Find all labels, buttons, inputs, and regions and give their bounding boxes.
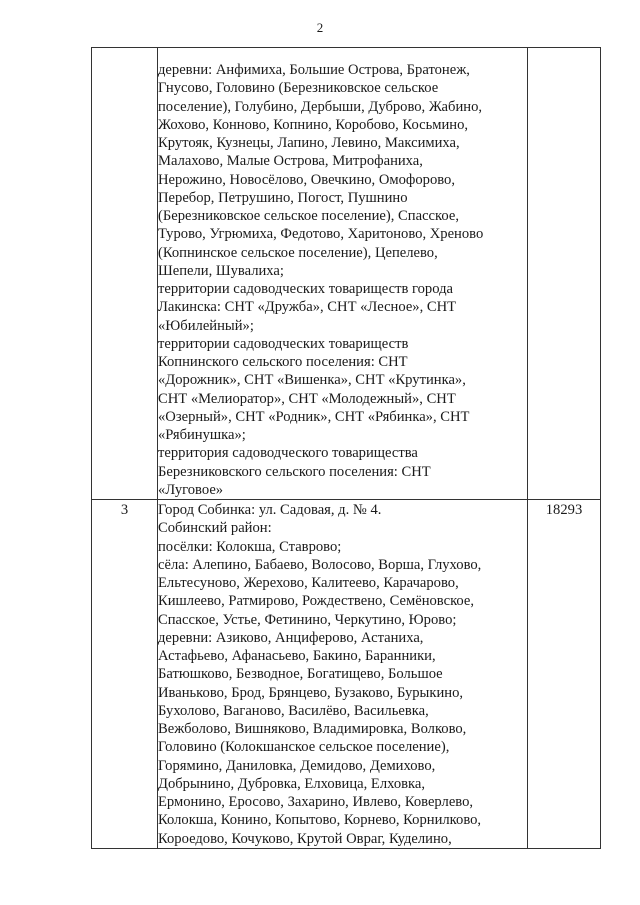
text-line: Астафьево, Афанасьево, Бакино, Баранники,: [158, 648, 436, 664]
text-line: СНТ «Мелиоратор», СНТ «Молодежный», СНТ: [158, 390, 456, 407]
text-line: Перебор, Петрушино, Погост, Пушнино: [158, 189, 408, 206]
text-line: Турово, Угрюмиха, Федотово, Харитоново, Хреново: [158, 226, 484, 243]
text-line: Вежболово, Вишняково, Владимировка, Волково,: [158, 721, 467, 737]
text-line: Шепели, Шувалиха;: [158, 262, 284, 279]
text-line: «Юбилейный»;: [158, 317, 254, 334]
text-line: Лакинска: СНТ «Дружба», СНТ «Лесное», СНТ: [158, 299, 457, 316]
localities-cell: [158, 500, 528, 849]
text-line: Березниковского сельского поселения: СНТ: [158, 463, 431, 480]
text-line: посёлки: Колокша, Ставрово;: [158, 538, 342, 555]
table-row: [92, 500, 601, 849]
text-line: Крутояк, Кузнецы, Лапино, Левино, Максимиха,: [158, 135, 460, 151]
text-line: Гнусово, Головино (Березниковское сельское: [158, 80, 439, 97]
text-line: поселение), Голубино, Дербыши, Дуброво, Жабино,: [158, 98, 483, 115]
text-line: «Луговое»: [158, 481, 224, 498]
text-line: (Березниковское сельское поселение), Спасское,: [158, 208, 459, 224]
text-line: Батюшково, Безводное, Богатищево, Большое: [158, 666, 443, 683]
voters-count-cell: 18293: [528, 500, 601, 849]
text-line: Кишлеево, Ратмирово, Рождествено, Семёновское,: [158, 593, 475, 610]
text-line: Нерожино, Новосёлово, Овечкино, Омофорово,: [158, 171, 456, 188]
text-line: Жохово, Конново, Копнино, Коробово, Косьмино,: [158, 116, 469, 133]
text-line: Ермонино, Еросово, Захарино, Ивлево, Коверлево,: [158, 794, 474, 810]
districts-table: [91, 47, 601, 849]
table-row: [92, 48, 601, 500]
text-line: территории садоводческих товариществ города: [158, 281, 453, 297]
text-line: Малахово, Малые Острова, Митрофаниха,: [158, 153, 423, 170]
text-line: сёла: Алепино, Бабаево, Волосово, Ворша, Глухово,: [158, 556, 482, 573]
text-line: деревни: Азиково, Анциферово, Астаниха,: [158, 629, 424, 646]
text-line: территория садоводческого товарищества: [158, 445, 418, 462]
text-line: Короедово, Кочуково, Крутой Овраг, Куделино,: [158, 830, 452, 847]
voters-count-cell: [528, 48, 601, 500]
text-line: Горямино, Даниловка, Демидово, Демихово,: [158, 757, 436, 774]
text-line: территории садоводческих товариществ: [158, 335, 409, 352]
text-line: Колокша, Конино, Копытово, Корнево, Корнилково,: [158, 812, 482, 829]
localities-text: [158, 61, 527, 499]
row-number-cell: [92, 48, 158, 500]
text-line: Головино (Колокшанское сельское поселение),: [158, 739, 450, 756]
text-line: Собинский район:: [158, 520, 272, 537]
text-line: «Рябинушка»;: [158, 427, 246, 443]
localities-cell: [158, 48, 528, 500]
text-line: деревни: Анфимиха, Большие Острова, Братонеж,: [158, 62, 470, 78]
text-line: Спасское, Устье, Фетинино, Черкутино, Юрово;: [158, 611, 457, 628]
text-line: Бухолово, Ваганово, Василёво, Васильевка,: [158, 702, 429, 719]
row-number-cell: 3: [92, 500, 158, 849]
text-line: Иваньково, Брод, Брянцево, Бузаково, Бурыкино,: [158, 684, 464, 701]
text-line: Добрынино, Дубровка, Елховица, Елховка,: [158, 775, 426, 792]
text-line: Копнинского сельского поселения: СНТ: [158, 354, 408, 370]
localities-text: [158, 501, 527, 848]
text-line: «Дорожник», СНТ «Вишенка», СНТ «Крутинка»,: [158, 372, 466, 389]
text-line: «Озерный», СНТ «Родник», СНТ «Рябинка», СНТ: [158, 408, 470, 425]
text-line: (Копнинское сельское поселение), Цепелево,: [158, 244, 438, 261]
text-line: Город Собинка: ул. Садовая, д. № 4.: [158, 502, 382, 518]
text-line: Ельтесуново, Жерехово, Калитеево, Карачарово,: [158, 575, 459, 591]
page-number: 2: [316, 20, 324, 35]
